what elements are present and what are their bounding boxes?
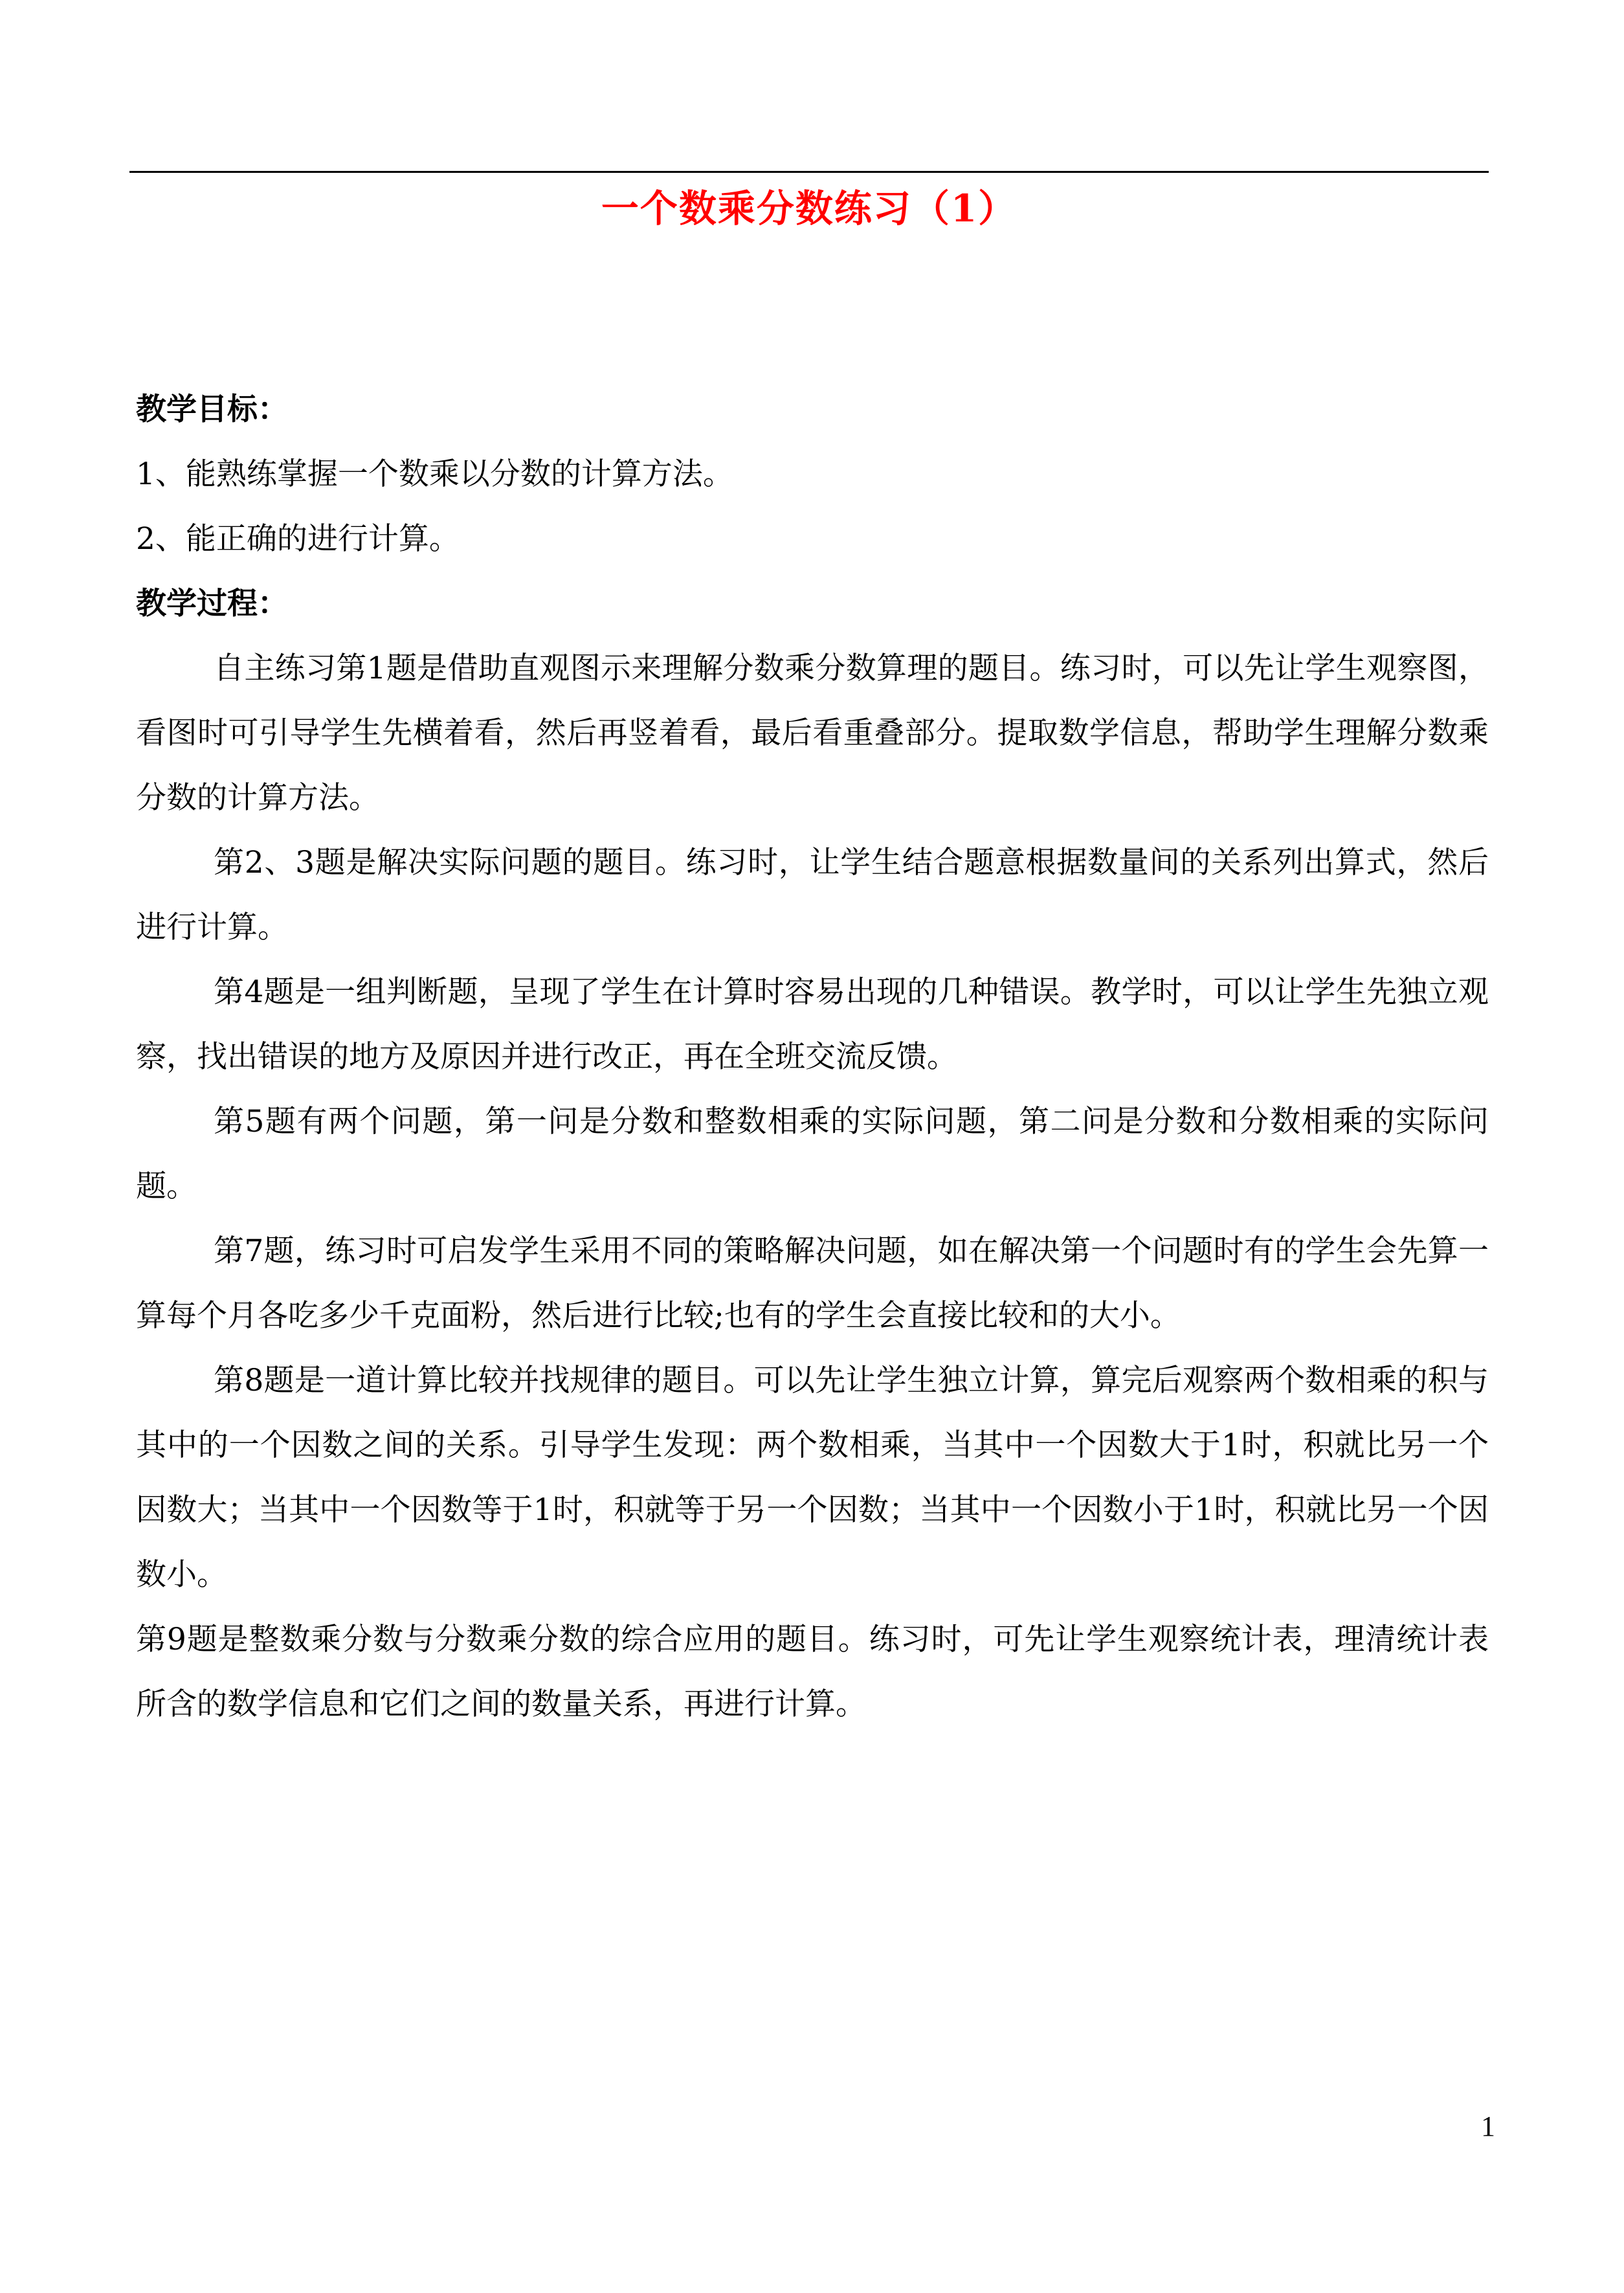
process-paragraph-3: 第4题是一组判断题，呈现了学生在计算时容易出现的几种错误。教学时，可以让学生先独立观察，找出错误的地方及原因并进行改正，再在全班交流反馈。 — [136, 974, 1489, 1075]
objective-item-1: 1、能熟练掌握一个数乘以分数的计算方法。 — [136, 456, 733, 492]
process-heading: 教学过程： — [136, 586, 288, 621]
process-paragraph-5: 第7题，练习时可启发学生采用不同的策略解决问题，如在解决第一个问题时有的学生会先算一算每个月各吃多少千克面粉，然后进行比较;也有的学生会直接比较和的大小。 — [136, 1233, 1489, 1334]
process-paragraph-2: 第2、3题是解决实际问题的题目。练习时，让学生结合题意根据数量间的关系列出算式，然后进行计算。 — [136, 845, 1489, 945]
process-paragraph-6: 第8题是一道计算比较并找规律的题目。可以先让学生独立计算，算完后观察两个数相乘的积与其中的一个因数之间的关系。引导学生发现：两个数相乘，当其中一个因数大于1时，积就比另一个因数大；当其中一个因数等于1时，积就等于另一个因数；当其中一个因数小于1时，积就比另一个因数小。 — [136, 1363, 1489, 1593]
process-paragraph-7: 第9题是整数乘分数与分数乘分数的综合应用的题目。练习时，可先让学生观察统计表，理清统计表所含的数学信息和它们之间的数量关系，再进行计算。 — [136, 1622, 1489, 1722]
process-paragraph-4: 第5题有两个问题，第一问是分数和整数相乘的实际问题，第二问是分数和分数相乘的实际问题。 — [136, 1104, 1489, 1204]
document-title: 一个数乘分数练习（1） — [601, 186, 1018, 230]
document-body — [136, 377, 1489, 1737]
objective-item-2: 2、能正确的进行计算。 — [136, 521, 460, 557]
page-number: 1 — [1481, 2110, 1495, 2142]
header-rule — [129, 171, 1489, 173]
process-paragraph-1: 自主练习第1题是借助直观图示来理解分数乘分数算理的题目。练习时，可以先让学生观察图，看图时可引导学生先横着看，然后再竖着看，最后看重叠部分。提取数学信息，帮助学生理解分数乘分数的计算方法。 — [136, 651, 1489, 816]
objectives-heading: 教学目标： — [136, 392, 288, 427]
